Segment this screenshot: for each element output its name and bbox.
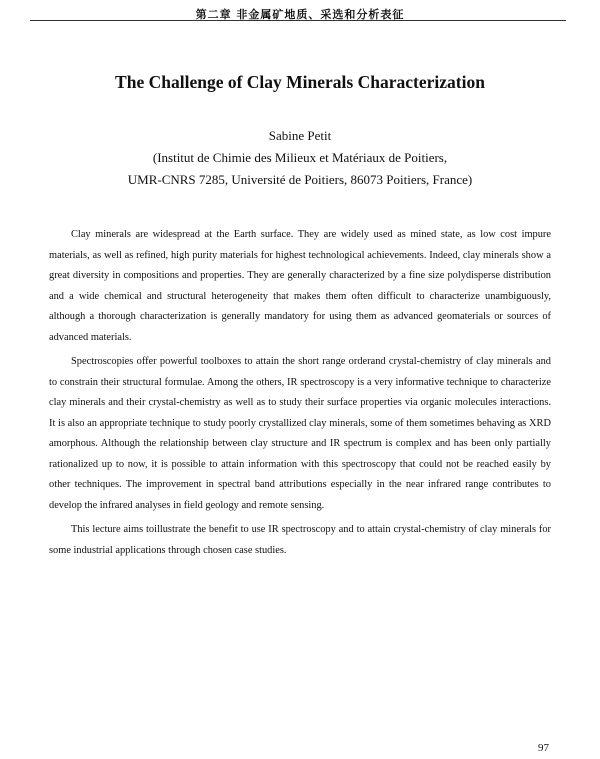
- affiliation-line-2: UMR-CNRS 7285, Université de Poitiers, 86073 Poitiers, France): [127, 172, 473, 187]
- paragraph: Spectroscopies offer powerful toolboxes to attain the short range orderand crystal-chemistry of clay minerals and to constrain their structural formulae. Among the others, IR spectroscopy is a very informative technique to characterize clay minerals and their crystal-chemistry as well as to study their surface properties via organic molecules interactions. It is also an appropriate technique to study poorly crystallized clay minerals, some of them sometimes behaving as XRD amorphous. Although the relationship between clay structure and IR spectrum is complex and has been only partially rationalized up to now, it is possible to attain information with this spectroscopy that could not be reached easily by other techniques. The improvement in spectral band attributions especially in the near infrared range contributes to develop the infrared analyses in field geology and remote sensing.: [49, 356, 551, 511]
- abstract-body: [49, 225, 551, 561]
- paper-title: The Challenge of Clay Minerals Characterization: [115, 72, 485, 92]
- page-number: 97: [538, 742, 549, 754]
- author-name: Sabine Petit: [268, 128, 332, 143]
- paragraph: This lecture aims toillustrate the benefit to use IR spectroscopy and to attain crystal-chemistry of clay minerals for some industrial applications through chosen case studies.: [49, 524, 551, 556]
- paragraph: Clay minerals are widespread at the Earth surface. They are widely used as mined state, as low cost impure materials, as well as refined, high purity materials for highest technological achievements. Indeed, clay minerals show a great diversity in compositions and properties. They are generally characterized by a fine size polydisperse distribution and a wide chemical and structural heterogeneity that makes them often difficult to characterize unambiguously, although a thorough characterization is generally mandatory for using them as advanced geomaterials or sources of advanced materials.: [49, 229, 551, 343]
- header-rule: [30, 20, 566, 21]
- running-header: 第二章 非金属矿地质、采选和分析表征: [195, 8, 405, 21]
- affiliation-line-1: (Institut de Chimie des Milieux et Matériaux de Poitiers,: [152, 150, 448, 165]
